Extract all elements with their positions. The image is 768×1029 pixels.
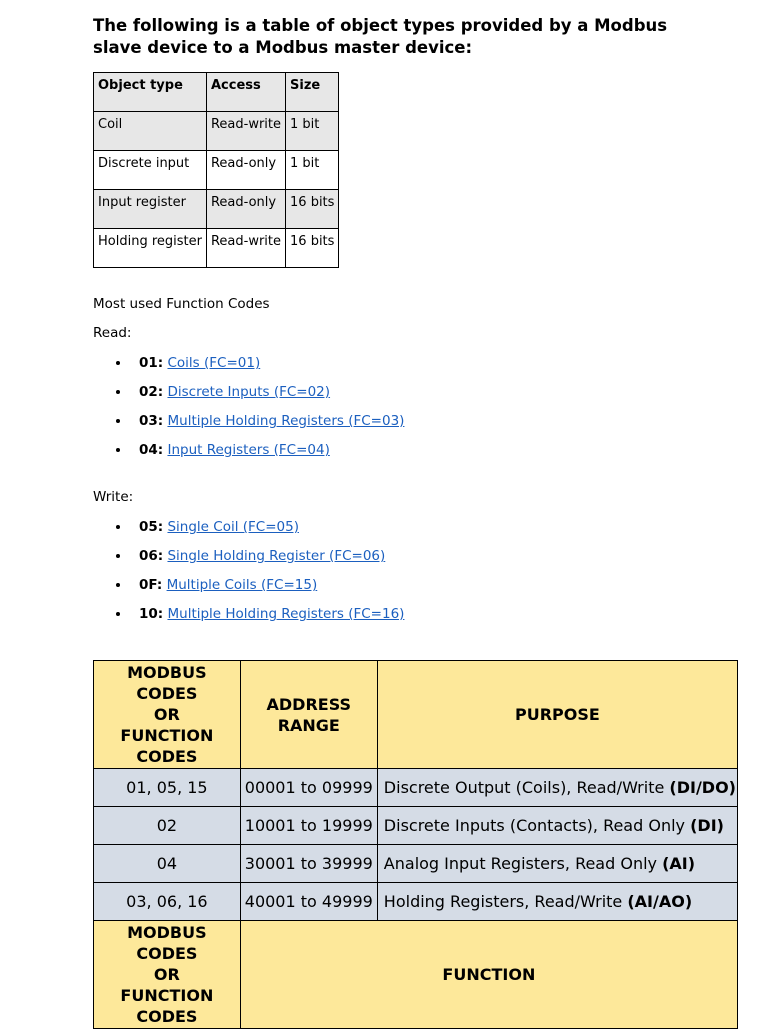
table-cell: Read-only — [206, 151, 285, 190]
table-row — [94, 229, 339, 268]
list-item — [93, 577, 404, 606]
table-cell: 1 bit — [286, 112, 339, 151]
function-code: 0F: — [139, 577, 163, 593]
codes-header-cell — [94, 661, 241, 769]
input-registers-link[interactable]: Input Registers (FC=04) — [167, 442, 330, 458]
read-label: Read: — [93, 325, 132, 341]
table-header-cell: Object type — [94, 73, 207, 112]
table-row — [94, 769, 738, 807]
table-row — [94, 112, 339, 151]
range-cell: 40001 to 49999 — [240, 883, 377, 921]
intro-heading: The following is a table of object types provided by a Modbus slave device to a Modbus master device: — [93, 16, 668, 57]
table-header-row — [94, 661, 738, 769]
purpose-tag: (DI) — [690, 816, 724, 835]
purpose-cell — [377, 769, 737, 807]
footer-line: MODBUS CODES — [127, 923, 207, 963]
single-coil-link[interactable]: Single Coil (FC=05) — [167, 519, 299, 535]
coils-link[interactable]: Coils (FC=01) — [167, 355, 261, 371]
purpose-tag: (DI/DO) — [669, 778, 736, 797]
table-cell: 16 bits — [286, 190, 339, 229]
purpose-tag: (AI) — [662, 854, 696, 873]
codes-cell: 02 — [94, 807, 241, 845]
table-cell: Read-only — [206, 190, 285, 229]
list-item — [93, 442, 404, 471]
table-cell: Read-write — [206, 112, 285, 151]
list-item — [93, 606, 404, 635]
footer-line: FUNCTION CODES — [120, 986, 214, 1026]
range-cell: 00001 to 09999 — [240, 769, 377, 807]
table-row — [94, 883, 738, 921]
purpose-header: PURPOSE — [377, 661, 737, 769]
purpose-text: Discrete Inputs (Contacts), Read Only — [383, 816, 691, 835]
discrete-inputs-link[interactable]: Discrete Inputs (FC=02) — [167, 384, 331, 400]
multiple-coils-link[interactable]: Multiple Coils (FC=15) — [166, 577, 318, 593]
object-types-table — [93, 72, 339, 268]
purpose-tag: (AI/AO) — [627, 892, 693, 911]
purpose-cell — [377, 845, 737, 883]
function-code: 06: — [139, 548, 164, 564]
list-item — [93, 355, 404, 384]
table-cell: 1 bit — [286, 151, 339, 190]
list-item — [93, 384, 404, 413]
table-cell: Input register — [94, 190, 207, 229]
purpose-cell — [377, 883, 737, 921]
list-item — [93, 519, 404, 548]
header-line: MODBUS CODES — [127, 663, 207, 703]
purpose-text: Holding Registers, Read/Write — [383, 892, 628, 911]
codes-footer-cell — [94, 921, 241, 1029]
most-used-heading: Most used Function Codes — [93, 296, 270, 312]
table-cell: 16 bits — [286, 229, 339, 268]
codes-cell: 03, 06, 16 — [94, 883, 241, 921]
table-row — [94, 845, 738, 883]
function-code: 03: — [139, 413, 164, 429]
purpose-cell — [377, 807, 737, 845]
function-code: 02: — [139, 384, 164, 400]
table-footer-row — [94, 921, 738, 1029]
table-row — [94, 807, 738, 845]
write-label: Write: — [93, 489, 134, 505]
function-code: 04: — [139, 442, 164, 458]
function-code: 01: — [139, 355, 164, 371]
modbus-address-table — [93, 660, 738, 1029]
table-cell: Coil — [94, 112, 207, 151]
multiple-holding-registers-link[interactable]: Multiple Holding Registers (FC=03) — [167, 413, 405, 429]
table-cell: Holding register — [94, 229, 207, 268]
list-item — [93, 413, 404, 442]
list-item — [93, 548, 404, 577]
header-line: OR — [153, 705, 180, 724]
codes-cell: 04 — [94, 845, 241, 883]
function-code: 10: — [139, 606, 164, 622]
range-cell: 30001 to 39999 — [240, 845, 377, 883]
table-row — [94, 151, 339, 190]
table-header-row — [94, 73, 339, 112]
codes-cell: 01, 05, 15 — [94, 769, 241, 807]
header-line: FUNCTION CODES — [120, 726, 214, 766]
multiple-holding-registers-write-link[interactable]: Multiple Holding Registers (FC=16) — [167, 606, 405, 622]
range-cell: 10001 to 19999 — [240, 807, 377, 845]
read-code-list — [93, 355, 404, 471]
table-header-cell: Access — [206, 73, 285, 112]
function-header: FUNCTION — [240, 921, 737, 1029]
table-header-cell: Size — [286, 73, 339, 112]
footer-line: OR — [153, 965, 180, 984]
address-range-header: ADDRESS RANGE — [240, 661, 377, 769]
purpose-text: Discrete Output (Coils), Read/Write — [383, 778, 670, 797]
single-holding-register-link[interactable]: Single Holding Register (FC=06) — [167, 548, 386, 564]
table-cell: Read-write — [206, 229, 285, 268]
function-code: 05: — [139, 519, 164, 535]
table-row — [94, 190, 339, 229]
purpose-text: Analog Input Registers, Read Only — [383, 854, 663, 873]
table-cell: Discrete input — [94, 151, 207, 190]
write-code-list — [93, 519, 404, 635]
